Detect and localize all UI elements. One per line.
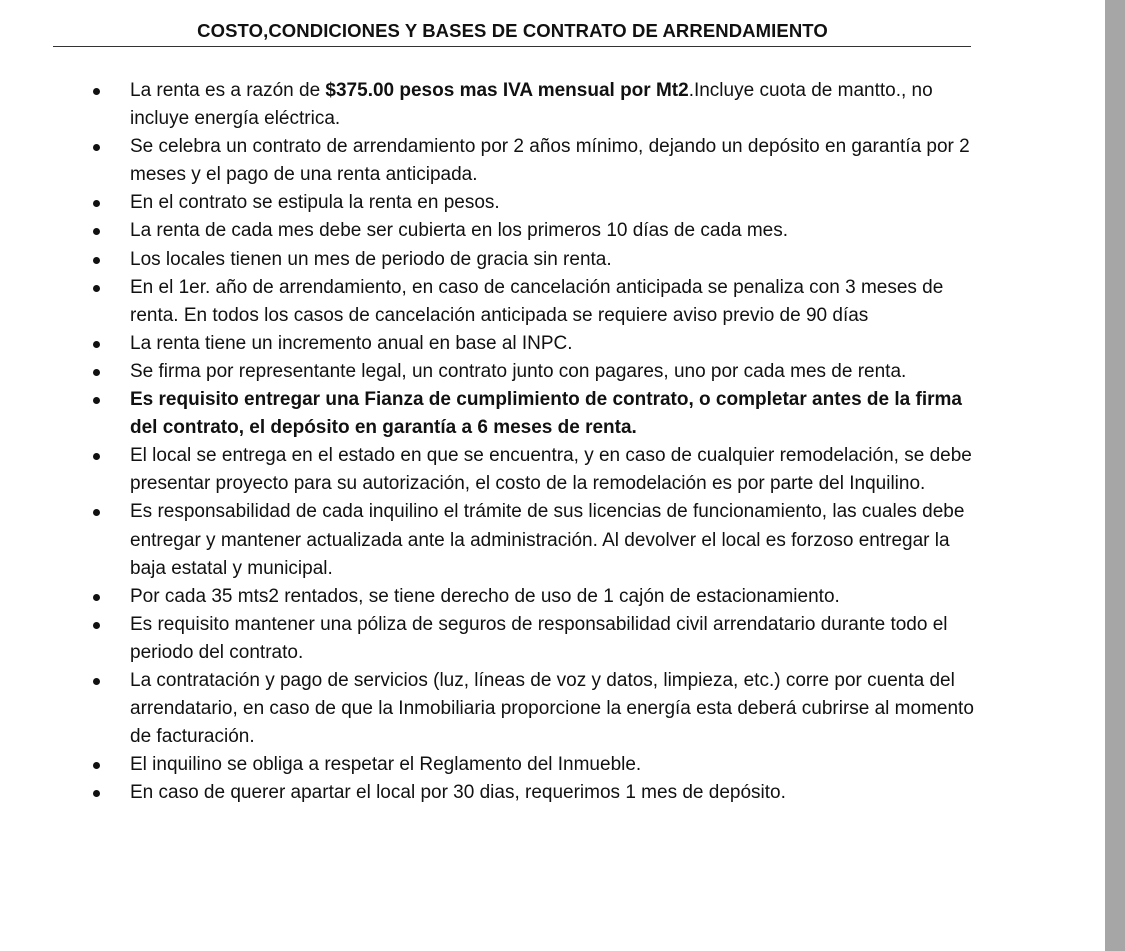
term-text: En el 1er. año de arrendamiento, en caso de cancelación anticipada se penaliza con 3 meses de renta. En todos los casos de cancelación anticipada se requiere aviso previo de 90 días	[130, 276, 944, 326]
term-text: En el contrato se estipula la renta en pesos.	[130, 192, 500, 214]
term-text: Es requisito entregar una Fianza de cumplimiento de contrato, o completar antes de la firma del contrato, el depósito en garantía a 6 meses de renta.	[130, 389, 962, 439]
bullet-icon	[93, 397, 100, 404]
list-item	[90, 274, 980, 330]
bullet-icon	[93, 285, 100, 292]
bullet-icon	[93, 678, 100, 685]
list-item	[90, 77, 980, 133]
term-text: La renta tiene un incremento anual en base al INPC.	[130, 332, 573, 354]
list-item	[90, 133, 980, 189]
bullet-icon	[93, 622, 100, 629]
bullet-icon	[93, 790, 100, 797]
list-item	[90, 498, 980, 582]
bullet-icon	[93, 228, 100, 235]
bullet-icon	[93, 369, 100, 376]
title-underline	[53, 46, 971, 47]
list-item	[90, 330, 980, 358]
term-text-part: La renta es a razón de	[130, 80, 326, 101]
term-text: El local se entrega en el estado en que se encuentra, y en caso de cualquier remodelación, se debe presentar proyecto para su autorización, el costo de la remodelación es por parte del Inquilino.	[130, 445, 972, 495]
list-item	[90, 189, 980, 217]
document-title: COSTO,CONDICIONES Y BASES DE CONTRATO DE ARRENDAMIENTO	[197, 20, 828, 41]
bullet-icon	[93, 341, 100, 348]
bullet-icon	[93, 762, 100, 769]
term-text: Los locales tienen un mes de periodo de gracia sin renta.	[130, 248, 612, 270]
list-item	[90, 779, 980, 807]
list-item	[90, 246, 980, 274]
term-text-part: .Incluye cuota de mantto., no incluye energía eléctrica.	[130, 80, 933, 130]
bullet-icon	[93, 200, 100, 207]
term-text: Por cada 35 mts2 rentados, se tiene derecho de uso de 1 cajón de estacionamiento.	[130, 585, 840, 607]
term-text: Se celebra un contrato de arrendamiento por 2 años mínimo, dejando un depósito en garantía por 2 meses y el pago de una renta anticipada.	[130, 136, 970, 186]
list-item	[90, 217, 980, 245]
list-item	[90, 667, 980, 751]
term-text: La contratación y pago de servicios (luz, líneas de voz y datos, limpieza, etc.) corre por cuenta del arrendatario, en caso de que la Inmobiliaria proporcione la energía esta deberá cubrirse al momento de facturación.	[130, 669, 974, 748]
term-text: Se firma por representante legal, un contrato junto con pagares, uno por cada mes de renta.	[130, 360, 907, 382]
term-text: La renta de cada mes debe ser cubierta en los primeros 10 días de cada mes.	[130, 220, 788, 242]
rent-price: $375.00 pesos mas IVA mensual por Mt2	[325, 80, 689, 101]
term-text: El inquilino se obliga a respetar el Reglamento del Inmueble.	[130, 754, 642, 776]
list-item	[90, 611, 980, 667]
bullet-icon	[93, 88, 100, 95]
terms-list	[90, 77, 980, 807]
scrollbar[interactable]	[1105, 0, 1125, 951]
term-text: En caso de querer apartar el local por 30 dias, requerimos 1 mes de depósito.	[130, 782, 786, 804]
list-item	[90, 442, 980, 498]
list-item-highlighted	[90, 386, 980, 442]
list-item	[90, 583, 980, 611]
term-text: Es responsabilidad de cada inquilino el trámite de sus licencias de funcionamiento, las cuales debe entregar y mantener actualizada ante la administración. Al devolver el local es forzoso entregar la baja estatal y municipal.	[130, 501, 965, 579]
bullet-icon	[93, 453, 100, 460]
list-item	[90, 358, 980, 386]
bullet-icon	[93, 509, 100, 516]
term-text	[130, 80, 933, 129]
list-item	[90, 751, 980, 779]
term-text: Es requisito mantener una póliza de seguros de responsabilidad civil arrendatario durante todo el periodo del contrato.	[130, 613, 948, 663]
bullet-icon	[93, 144, 100, 151]
bullet-icon	[93, 257, 100, 264]
bullet-icon	[93, 594, 100, 601]
